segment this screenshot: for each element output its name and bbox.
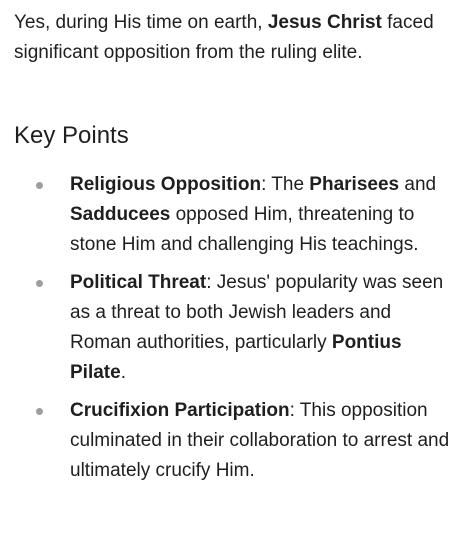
point-text: : Jesus' popularity was seen as a threat to both Jewish leaders and Roman authorities, particularly — [70, 272, 444, 353]
point-text: : The — [261, 174, 310, 195]
intro-text-1: Yes, during His time on earth, — [14, 12, 268, 33]
intro-bold-jesus-christ: Jesus Christ — [267, 12, 382, 33]
bullet-icon — [36, 280, 43, 287]
point-bold-term: Pontius Pilate — [70, 332, 402, 383]
intro-text-2: faced significant opposition from the ruling elite. — [14, 12, 434, 63]
key-points-list — [14, 170, 450, 486]
section-heading: Key Points — [14, 122, 129, 149]
point-bold-term: Sadducees — [70, 204, 171, 225]
point-text: opposed Him, threatening to stone Him and challenging His teachings. — [70, 204, 419, 255]
bullet-icon — [36, 408, 43, 415]
point-text: : This opposition culminated in their collaboration to arrest and ultimately crucify Him. — [70, 400, 450, 481]
point-bold-term: Pharisees — [309, 174, 400, 195]
list-item-religious-opposition — [14, 170, 450, 260]
intro-paragraph — [14, 8, 450, 68]
bullet-icon — [36, 182, 43, 189]
point-title: Religious Opposition — [70, 174, 262, 195]
response-content — [14, 8, 450, 494]
point-text: and — [399, 174, 437, 195]
point-title: Political Threat — [70, 272, 207, 293]
list-item-political-threat — [14, 268, 450, 388]
point-text: . — [120, 362, 126, 383]
point-title: Crucifixion Participation — [70, 400, 290, 421]
list-item-crucifixion-participation — [14, 396, 450, 486]
